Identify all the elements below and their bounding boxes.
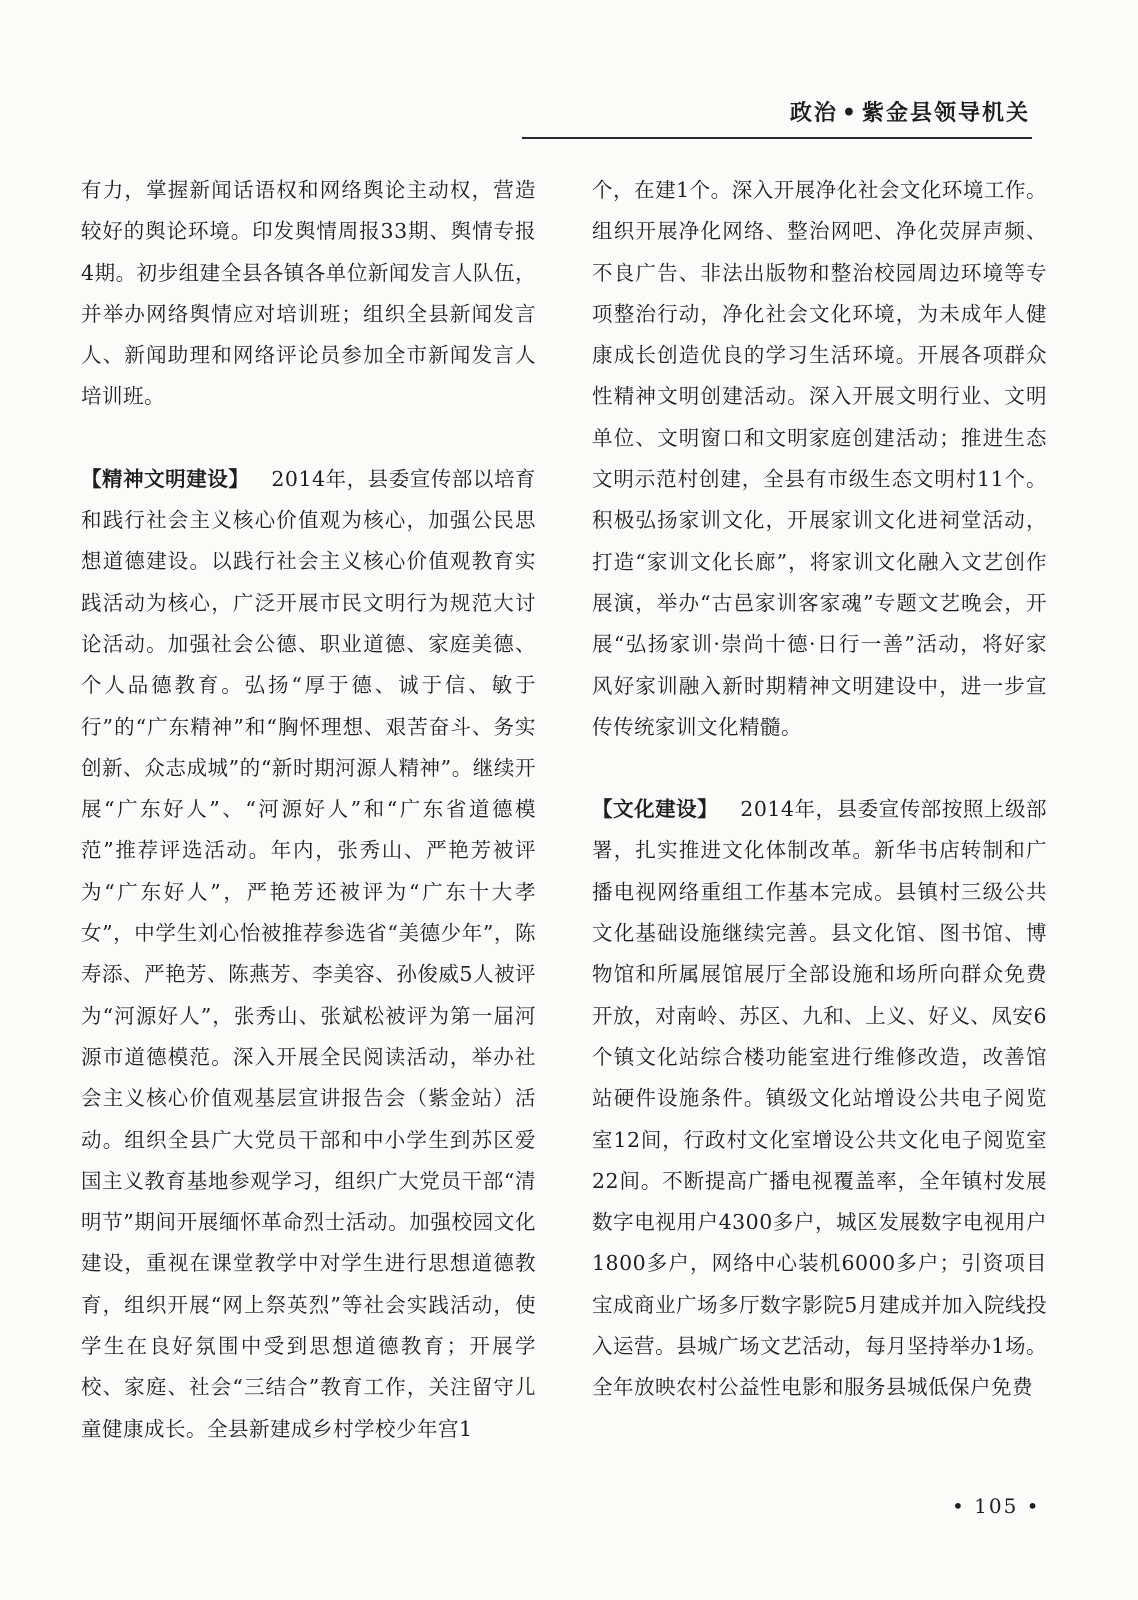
running-header <box>790 96 1030 127</box>
left-paragraph-2 <box>81 459 536 1450</box>
header-section: 政治 <box>789 100 838 126</box>
right-paragraph-2-body: 2014年，县委宣传部按照上级部署，扎实推进文化体制改革。新华书店转制和广播电视网络重组工作基本完成。县镇村三级公共文化基础设施继续完善。县文化馆、图书馆、博物馆和所属展馆展厅全部设施和场所向群众免费开放，对南岭、苏区、九和、上义、好义、凤安6个镇文化站综合楼功能室进行维修改造，改善馆站硬件设施条件。镇级文化站增设公共电子阅览室12间，行政村文化室增设公共文化电子阅览室22间。不断提高广播电视覆盖率，全年镇村发展数字电视用户4300多户，城区发展数字电视用户1800多户，网络中心装机6000多户；引资项目宝成商业广场多厅数字影院5月建成并加入院线投入运营。县城广场文艺活动，每月坚持举办1场。全年放映农村公益性电影和服务县城低保户免费 <box>592 797 1048 1400</box>
left-column <box>81 170 536 1450</box>
section-heading-spiritual-civilization: 【精神文明建设】 <box>81 466 250 491</box>
left-paragraph-2-body: 2014年，县委宣传部以培育和践行社会主义核心价值观为核心，加强公民思想道德建设。以践行社会主义核心价值观教育实践活动为核心，广泛开展市民文明行为规范大讨论活动。加强社会公德、职业道德、家庭美德、个人品德教育。弘扬“厚于德、诚于信、敏于行”的“广东精神”和“胸怀理想、艰苦奋斗、务实创新、众志成城”的“新时期河源人精神”。继续开展“广东好人”、“河源好人”和“广东省道德模范”推荐评选活动。年内，张秀山、严艳芳被评为“广东好人”，严艳芳还被评为“广东十大孝女”，中学生刘心怡被推荐参选省“美德少年”，陈寿添、严艳芳、陈燕芳、李美容、孙俊威5人被评为“河源好人”，张秀山、张斌松被评为第一届河源市道德模范。深入开展全民阅读活动，举办社会主义核心价值观基层宣讲报告会（紫金站）活动。组织全县广大党员干部和中小学生到苏区爱国主义教育基地参观学习，组织广大党员干部“清明节”期间开展缅怀革命烈士活动。加强校园文化建设，重视在课堂教学中对学生进行思想道德教育，组织开展“网上祭英烈”等社会实践活动，使学生在良好氛围中受到思想道德教育；开展学校、家庭、社会“三结合”教育工作，关注留守儿童健康成长。全县新建成乡村学校少年宫1 <box>81 466 537 1441</box>
right-paragraph-1: 个，在建1个。深入开展净化社会文化环境工作。组织开展净化网络、整治网吧、净化荧屏声频、不良广告、非法出版物和整治校园周边环境等专项整治行动，净化社会文化环境，为未成年人健康成长创造优良的学习生活环境。开展各项群众性精神文明创建活动。深入开展文明行业、文明单位、文明窗口和文明家庭创建活动；推进生态文明示范村创建，全县有市级生态文明村11个。积极弘扬家训文化，开展家训文化进祠堂活动，打造“家训文化长廊”，将家训文化融入文艺创作展演，举办“古邑家训客家魂”专题文艺晚会，开展“弘扬家训·崇尚十德·日行一善”活动，将好家风好家训融入新时期精神文明建设中，进一步宣传传统家训文化精髓。 <box>592 178 1047 739</box>
paragraph-gap <box>592 748 1047 789</box>
header-subsection: 紫金县领导机关 <box>861 100 1030 126</box>
header-rule <box>522 137 1032 139</box>
right-paragraph-2 <box>592 789 1047 1408</box>
right-column <box>592 170 1047 1409</box>
header-separator: • <box>841 100 858 126</box>
page-number: • 105 • <box>952 1494 1041 1518</box>
section-heading-culture: 【文化建设】 <box>592 797 719 822</box>
left-paragraph-1: 有力，掌握新闻话语权和网络舆论主动权，营造较好的舆论环境。印发舆情周报33期、舆情专报4期。初步组建全县各镇各单位新闻发言人队伍，并举办网络舆情应对培训班；组织全县新闻发言人、新闻助理和网络评论员参加全市新闻发言人培训班。 <box>81 178 536 409</box>
paragraph-gap <box>81 418 536 459</box>
